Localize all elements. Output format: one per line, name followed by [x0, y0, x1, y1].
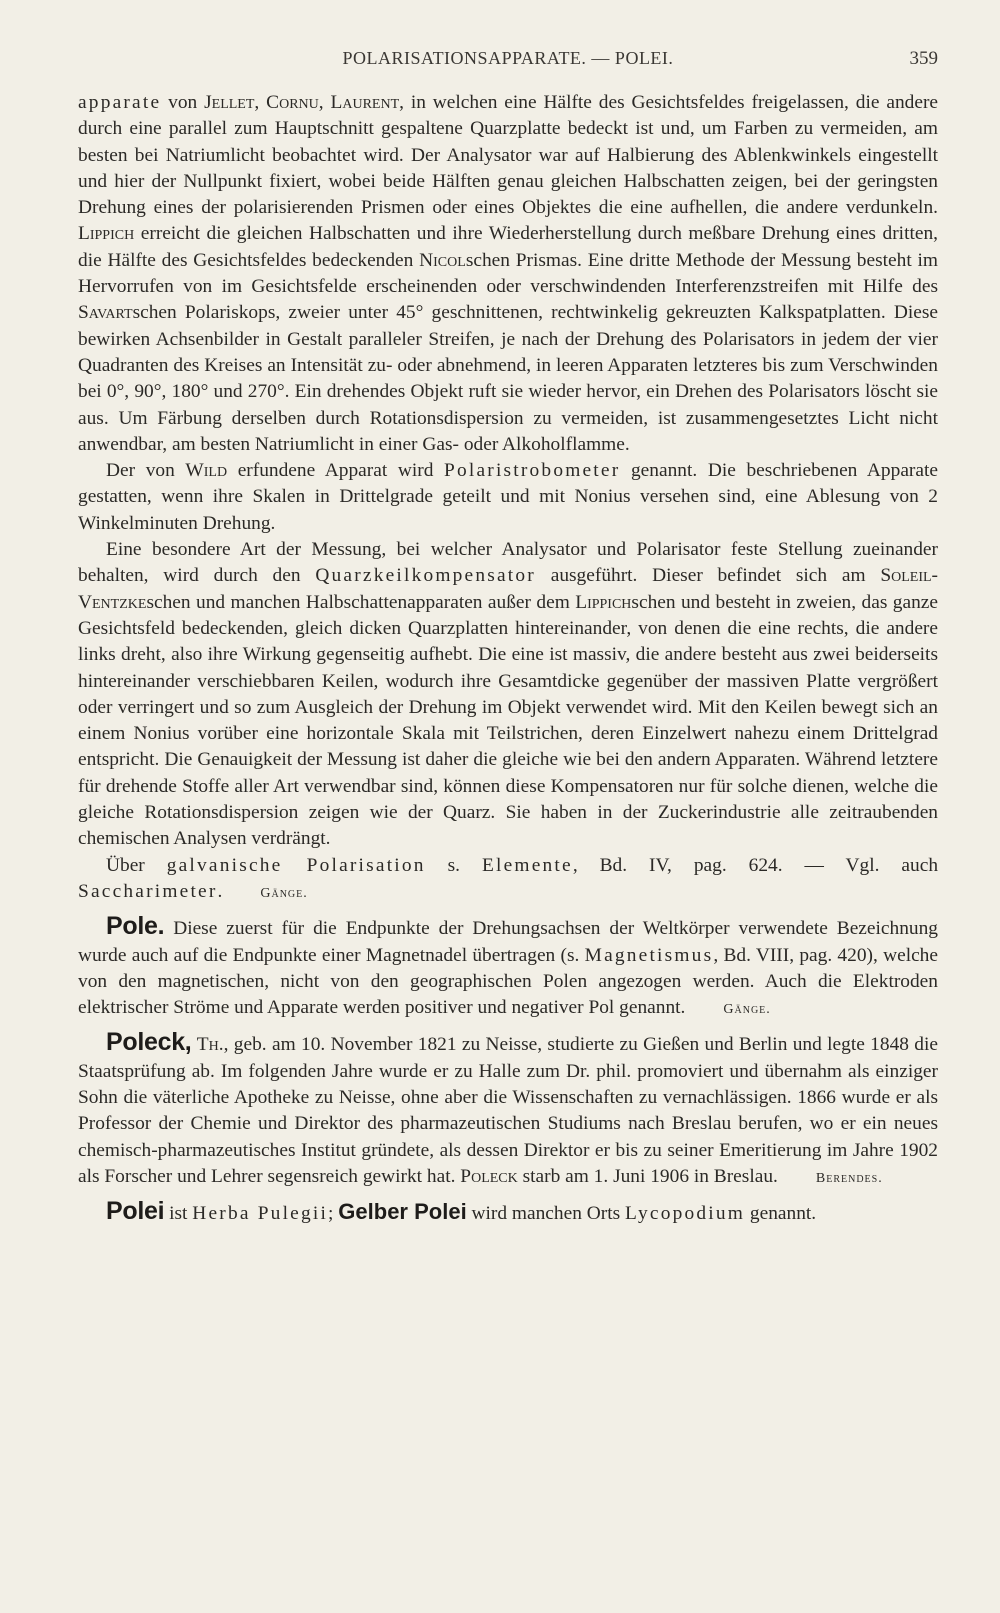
running-title: POLARISATIONSAPPARATE. — POLEI. [342, 48, 674, 68]
paragraph-cross-reference [78, 853, 938, 908]
text: Der von [106, 460, 186, 482]
person-name: Wild [185, 460, 228, 482]
text: , in welchen eine Hälfte des Gesichtsfeldes freigelassen, die andere durch eine parallel zum Hauptschnitt gespaltene Quarzplatte bedeckt ist und, um Farben zu vermeiden, am besten bei Natriumlicht beobachtet wird. Der Analysator war auf Halbierung des Ablenkwinkels eingestellt und hier der Nullpunkt fixiert, wobei beide Hälften genau gleichen Halbschatten zeigen, bei der geringsten Drehung eines der polarisierenden Prismen oder eines Objektes die eine aufhellen, die andere verdunkeln. [78, 92, 939, 219]
author-signature: Gänge. [723, 1002, 771, 1018]
author-signature: Gänge. [260, 885, 308, 901]
text: schen Polariskops, zweier unter 45° geschnittenen, rechtwinkelig gekreuzten Kalkspatplatten. Diese bewirken Achsenbilder in Gestalt paralleler Streifen, je nach der Drehung des Polarisators in jedem der vier Quadranten des Kreises an Intensität zu- oder abnehmend, in leeren Apparaten letzteres bis zum Verschwinden bei 0°, 90°, 180° und 270°. Ein drehendes Objekt ruft sie wieder hervor, ein Drehen des Polarisators löscht sie aus. Um Färbung derselben durch Rotationsdispersion zu vermeiden, ist zusammengesetztes Licht nicht anwendbar, am besten Natriumlicht in einer Gas- oder Alkoholflamme. [78, 302, 938, 455]
text: genannt. Die beschriebenen Apparate gestatten, wenn ihre Skalen in Drittelgrade geteilt und mit Nonius versehen sind, eine Ablesung von 2 Winkelminuten Drehung. [78, 460, 938, 534]
text: erfundene Apparat wird [227, 460, 445, 482]
person-name: Jellet [204, 92, 255, 113]
cross-reference: Saccharimeter [78, 880, 218, 902]
text: Eine besondere Art der Messung, bei welcher Analysator und Polarisator feste Stellung zueinander behalten, wird durch den [78, 539, 938, 587]
entry-poleck [78, 1029, 938, 1192]
person-name: Th. [196, 1034, 224, 1056]
person-name: Lippich [575, 591, 632, 613]
person-name: Savart [78, 302, 133, 324]
text: . [217, 880, 223, 902]
paragraph-quarzkeilkompensator [78, 537, 938, 853]
person-name: Poleck [460, 1165, 518, 1187]
person-name: Cornu [266, 92, 319, 113]
paragraph-polarisation-methods [78, 90, 938, 458]
text: genannt. [745, 1203, 817, 1225]
text: schen Prismas. Eine dritte Methode der Messung besteht im Hervorrufen von im Gesichtsfelde erscheinenden oder verschwindenden Interferenzstreifen mit Hilfe des [78, 249, 938, 298]
text: Diese zuerst für die Endpunkte der Drehungsachsen der Weltkörper verwendete Bezeichnung wurde auch auf die Endpunkte einer Magnetnadel übertragen (s. [78, 918, 938, 966]
cross-reference: Elemente [481, 854, 573, 876]
page-header [78, 48, 938, 74]
person-name: Nicol [419, 249, 466, 271]
paragraph-polaristrobometer [78, 458, 938, 537]
headword: Poleck, [106, 1028, 192, 1057]
text: , [318, 92, 331, 113]
text: wird manchen Orts [466, 1203, 626, 1225]
text: Über [106, 854, 167, 876]
text: erreicht die gleichen Halbschatten und ihre Wiederherstellung durch meßbare Drehung eines dritten, die Hälfte des Gesichtsfeldes bedeckenden [78, 223, 938, 271]
cross-reference: Magnetismus [584, 944, 714, 966]
text: apparate [78, 92, 162, 113]
text: s. [425, 854, 482, 876]
cross-reference: galvanische Polarisation [166, 854, 426, 876]
text: von [161, 92, 205, 113]
spaced-term: Polaristrobometer [444, 460, 621, 482]
text: , [254, 92, 267, 113]
spaced-term: Lycopodium [625, 1203, 746, 1225]
text: schen und besteht in zweien, das ganze Gesichtsfeld bedeckenden, gleich dicken Quarzplatten hintereinander, von denen die eine rechts, die andere links dreht, also ihre Wirkung gegenseitig aufhebt. Die eine ist massiv, die andere besteht aus zwei beiderseits hintereinander verschiebbaren Keilen, wodurch ihre Gesamtdicke gegenüber der massiven Platte vergrößert oder verringert und so zum Ausgleich der Drehung im Objekt verwendet wird. Mit den Keilen bewegt sich an einem Nonius vorüber eine horizontale Skala mit Teilstrichen, deren Einzelwert nahezu einem Drittelgrad entspricht. Die Genauigkeit der Messung ist daher die gleiche wie bei den andern Apparaten. Während letztere für drehende Stoffe aller Art verwendbar sind, können diese Kompensatoren nur für solche dienen, welche die gleiche Rotationsdispersion zeigen wie der Quarz. Sie haben in der Zuckerindustrie alle zeitraubenden chemischen Analysen verdrängt. [78, 591, 938, 850]
person-name: Lippich [78, 223, 135, 245]
text: ; [328, 1203, 339, 1225]
author-signature: Berendes. [815, 1170, 883, 1186]
spaced-term: Herba Pulegii [192, 1203, 329, 1225]
entry-pole [78, 913, 938, 1023]
page-number: 359 [909, 48, 938, 69]
body-text [78, 90, 938, 1227]
text: ausgeführt. Dieser befindet sich am [535, 565, 881, 587]
person-name: Laurent [330, 92, 400, 113]
text: , Bd. IV, pag. 624. — Vgl. auch [572, 854, 939, 876]
spaced-term: Quarzkeilkompensator [315, 565, 536, 587]
headword: Pole. [106, 912, 165, 941]
text: schen und manchen Halbschattenapparaten außer dem [146, 591, 576, 613]
headword: Gelber Polei [338, 1199, 467, 1225]
entry-polei [78, 1198, 938, 1227]
person-name: Soleil-Ventzke [78, 565, 939, 613]
text: , Bd. VIII, pag. 420), welche von den magnetischen, nicht von den geographischen Polen angezogen werden. Auch die Elektroden elektrischer Ströme und Apparate werden positiver und negativer Pol genannt. [78, 944, 938, 1019]
text: , geb. am 10. November 1821 zu Neisse, studierte zu Gießen und Berlin und legte 1848 die Staatsprüfung ab. Im folgenden Jahre wurde er zu Halle zum Dr. phil. promoviert und übernahm als einziger Sohn die väterliche Apotheke zu Neisse, ohne aber die Wissenschaften zu vernachlässigen. 1866 wurde er als Professor der Chemie und Direktor des pharmazeutischen Studiums nach Breslau berufen, wo er ein neues chemisch-pharmazeutisches Institut gründete, als dessen Direktor er bis zu seiner Emeritierung im Jahre 1902 als Forscher und Lehrer segensreich gewirkt hat. [78, 1034, 938, 1187]
headword: Polei [106, 1197, 165, 1226]
text: starb am 1. Juni 1906 in Breslau. [517, 1165, 778, 1187]
text: ist [164, 1203, 193, 1225]
